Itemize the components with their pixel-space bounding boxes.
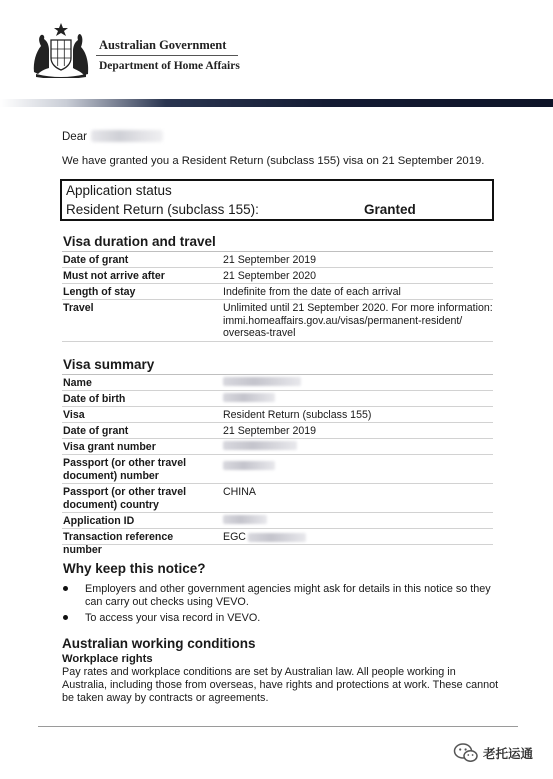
row-value: Resident Return (subclass 155) bbox=[223, 409, 372, 421]
table-row bbox=[62, 284, 493, 300]
row-value: 21 September 2020 bbox=[223, 270, 317, 282]
row-label: Travel bbox=[63, 302, 94, 314]
header-band bbox=[0, 99, 553, 107]
table-row bbox=[62, 268, 493, 284]
redacted-name bbox=[91, 130, 163, 142]
watermark-text: 老托运通 bbox=[483, 747, 534, 761]
list-item bbox=[62, 612, 502, 625]
row-label: Name bbox=[63, 377, 92, 389]
visa-duration-table bbox=[62, 252, 493, 342]
section-title-visa-summary: Visa summary bbox=[63, 357, 155, 372]
row-label: Date of grant bbox=[63, 254, 129, 266]
row-label: Date of birth bbox=[63, 393, 126, 405]
table-row bbox=[62, 513, 493, 529]
row-label: Date of grant bbox=[63, 425, 129, 437]
list-item bbox=[62, 583, 502, 608]
redacted-value bbox=[223, 377, 301, 386]
table-row bbox=[62, 375, 493, 391]
status-title: Application status bbox=[66, 183, 172, 198]
row-label: Must not arrive after bbox=[63, 270, 165, 282]
bullet-icon bbox=[63, 586, 68, 591]
department-name: Department of Home Affairs bbox=[99, 60, 240, 72]
government-name: Australian Government bbox=[99, 38, 227, 52]
section-title-visa-duration: Visa duration and travel bbox=[63, 234, 216, 249]
reference-prefix: EGC bbox=[223, 531, 246, 543]
redacted-value bbox=[223, 515, 267, 524]
row-value bbox=[223, 461, 493, 474]
section-title-why-keep: Why keep this notice? bbox=[63, 561, 206, 576]
redacted-value bbox=[248, 533, 306, 542]
salutation-text: Dear bbox=[62, 131, 87, 143]
table-row bbox=[62, 391, 493, 407]
subsection-title-workplace-rights: Workplace rights bbox=[62, 653, 153, 665]
row-value: 21 September 2019 bbox=[223, 254, 317, 266]
row-value bbox=[223, 441, 493, 454]
row-value bbox=[223, 393, 493, 406]
redacted-value bbox=[223, 393, 275, 402]
wechat-logo-icon bbox=[453, 742, 479, 764]
row-label: Visa bbox=[63, 409, 85, 421]
watermark bbox=[453, 740, 549, 766]
table-row bbox=[62, 300, 493, 342]
table-row bbox=[62, 407, 493, 423]
workplace-rights-paragraph: Pay rates and workplace conditions are set by Australian law. All people working in Australia, including those from overseas, have rights and protections at work. These cannot be taken away by contracts or agreements. bbox=[62, 666, 499, 704]
redacted-value bbox=[223, 461, 275, 470]
grant-sentence: We have granted you a Resident Return (subclass 155) visa on 21 September 2019. bbox=[62, 155, 485, 167]
table-row bbox=[62, 439, 493, 455]
row-label: Transaction reference number bbox=[63, 531, 174, 556]
row-value: Indefinite from the date of each arrival bbox=[223, 286, 401, 298]
list-item-text: Employers and other government agencies might ask for details in this notice so they can carry out checks using VEVO. bbox=[85, 583, 491, 608]
row-value bbox=[223, 515, 493, 528]
table-row bbox=[62, 529, 493, 556]
table-row bbox=[62, 252, 493, 268]
letterhead-divider bbox=[96, 55, 238, 56]
table-row bbox=[62, 423, 493, 439]
row-value bbox=[223, 531, 493, 544]
row-label: Length of stay bbox=[63, 286, 136, 298]
coat-of-arms-icon bbox=[28, 22, 94, 78]
row-value: Unlimited until 21 September 2020. For more information: immi.homeaffairs.gov.au/visas/permanent-resident/ overseas-travel bbox=[223, 302, 493, 339]
row-value: CHINA bbox=[223, 486, 256, 498]
visa-summary-table bbox=[62, 375, 493, 556]
why-keep-list bbox=[62, 583, 502, 629]
bullet-icon bbox=[63, 615, 68, 620]
row-label: Visa grant number bbox=[63, 441, 156, 453]
section-title-working-conditions: Australian working conditions bbox=[62, 636, 256, 651]
table-row bbox=[62, 484, 493, 513]
row-value: 21 September 2019 bbox=[223, 425, 317, 437]
salutation bbox=[62, 130, 163, 143]
status-value: Granted bbox=[364, 202, 416, 217]
row-label: Application ID bbox=[63, 515, 135, 527]
redacted-value bbox=[223, 441, 297, 450]
application-status-box bbox=[60, 179, 494, 221]
list-item-text: To access your visa record in VEVO. bbox=[85, 612, 261, 624]
table-row bbox=[62, 455, 493, 484]
row-value bbox=[223, 377, 493, 390]
status-visa-type: Resident Return (subclass 155): bbox=[66, 202, 259, 217]
footer-rule bbox=[38, 726, 518, 727]
row-label: Passport (or other travel document) country bbox=[63, 486, 187, 511]
row-label: Passport (or other travel document) number bbox=[63, 457, 187, 482]
letterhead bbox=[0, 0, 553, 100]
